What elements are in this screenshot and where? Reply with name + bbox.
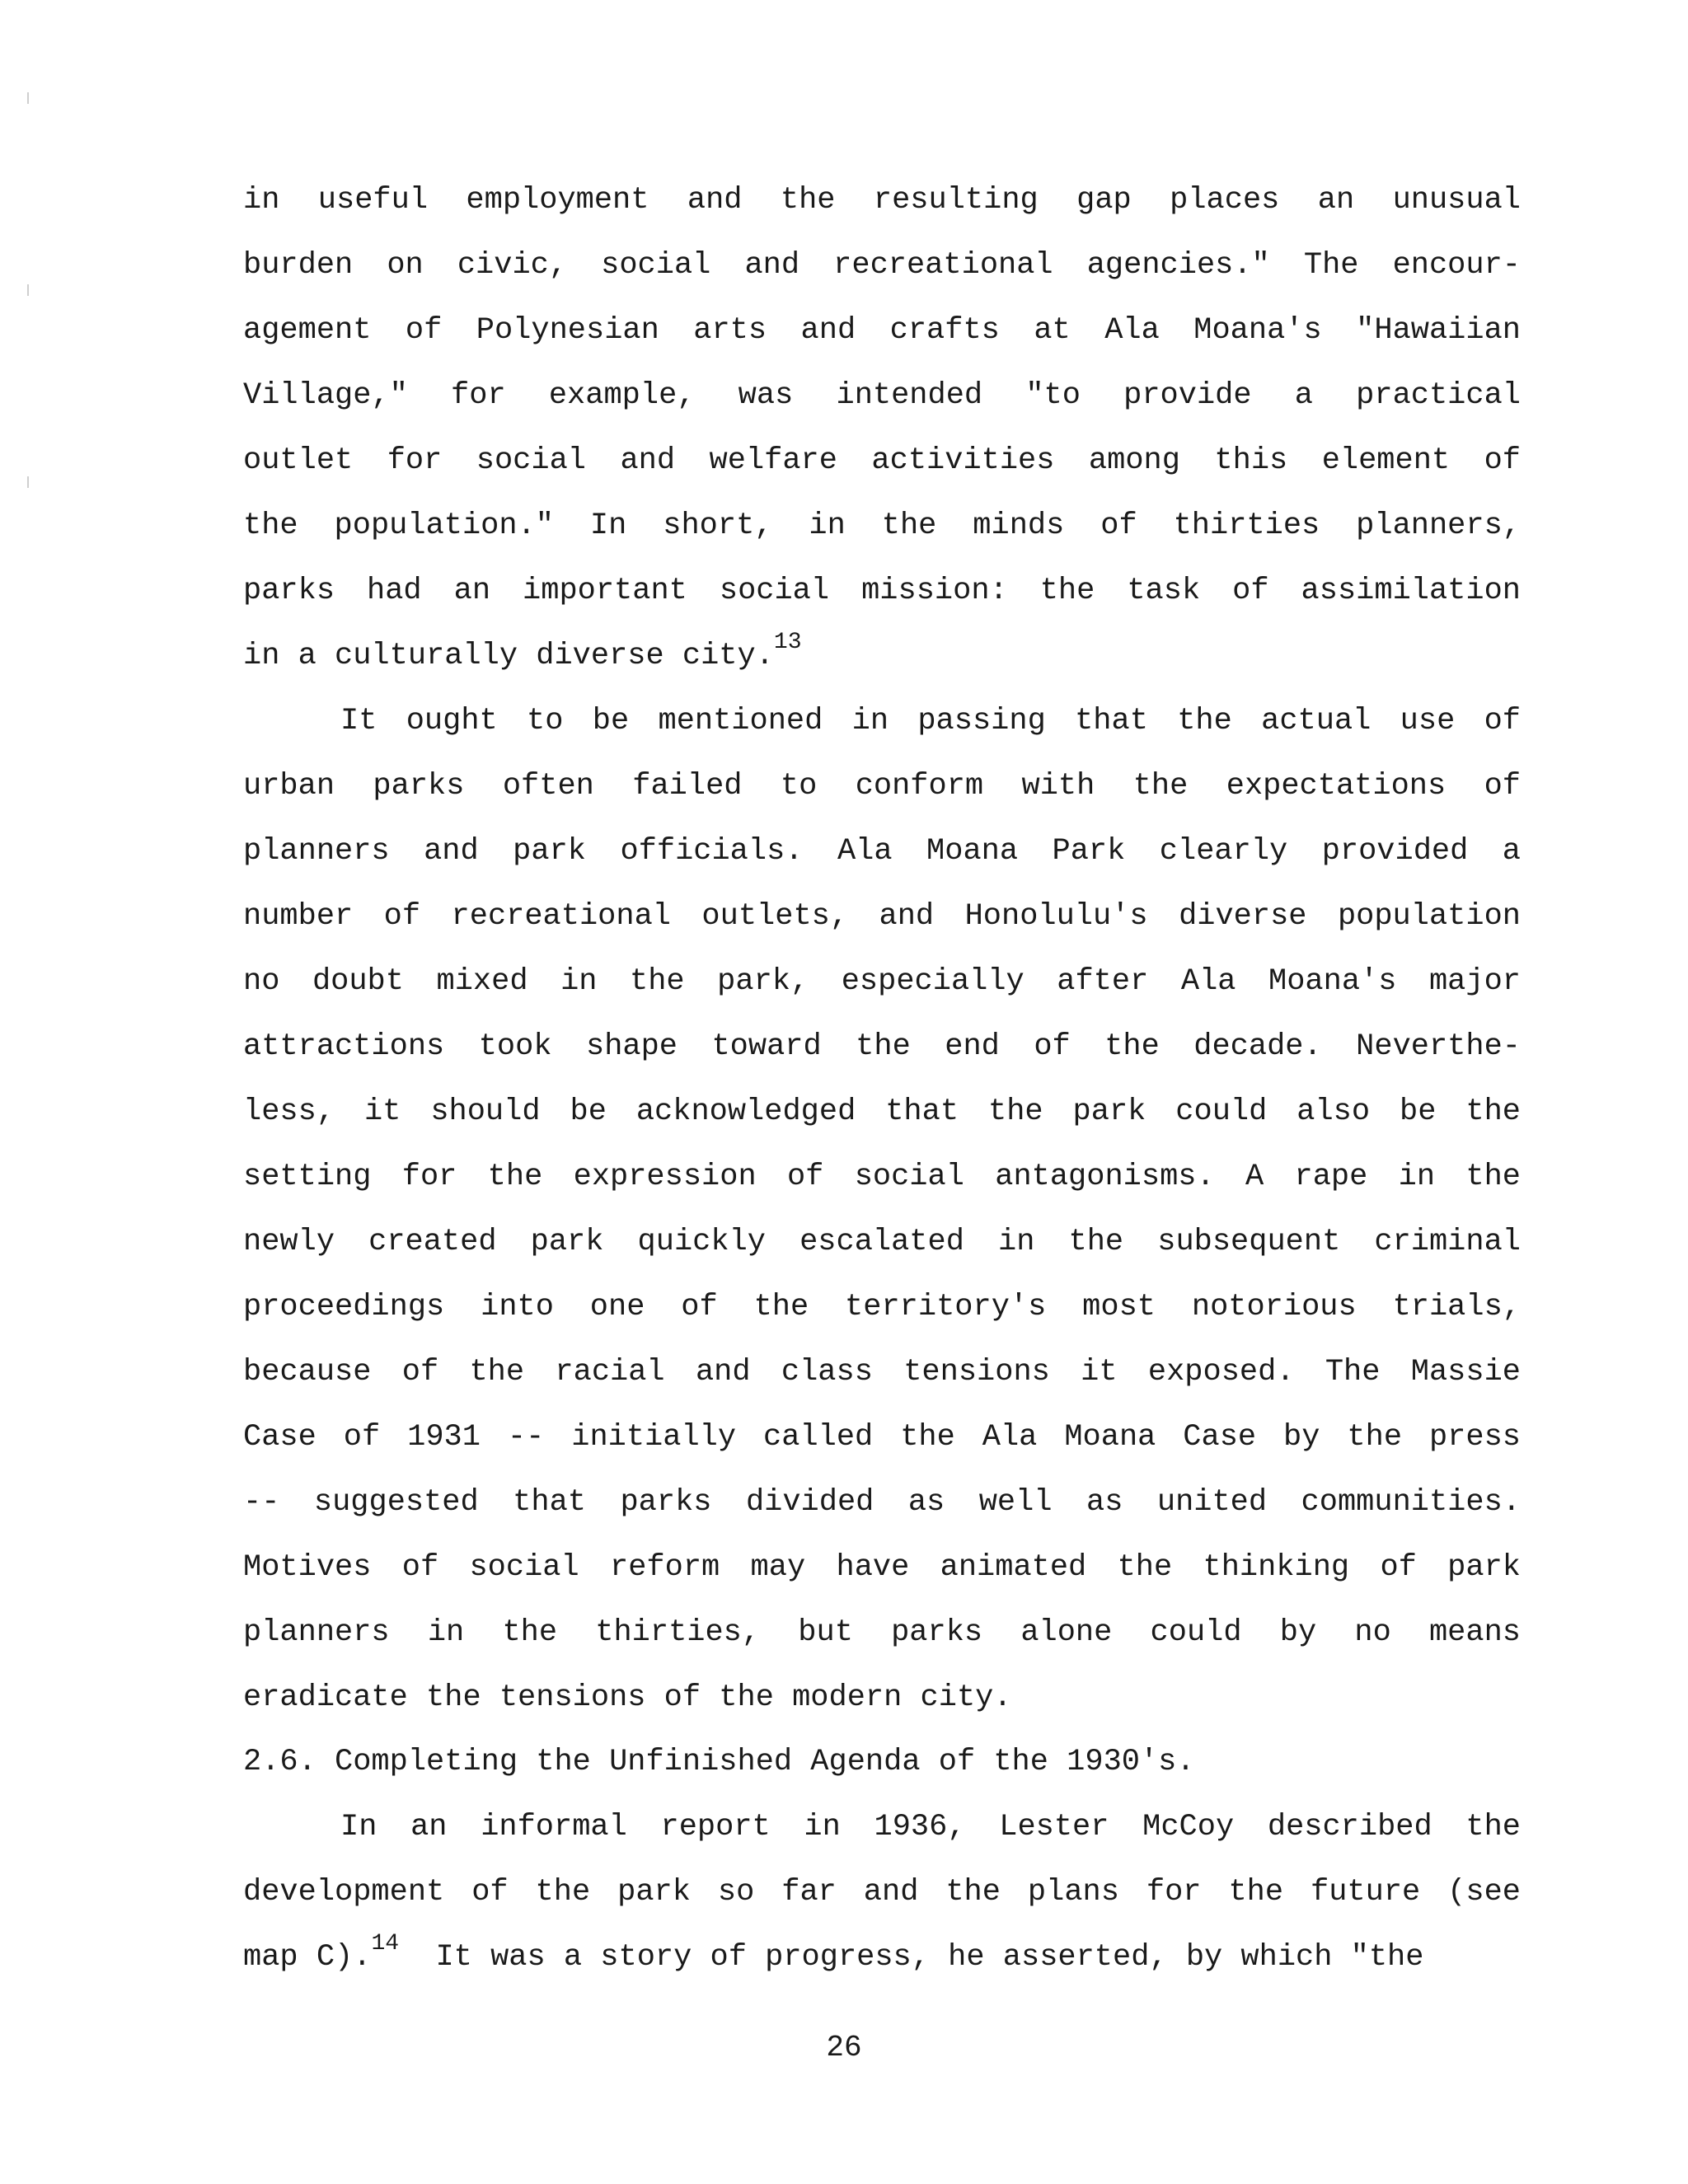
text-line: Motives of social reform may have animated the thinking of park	[243, 1550, 1521, 1585]
text-line	[243, 1930, 1521, 1978]
text-line: in useful employment and the resulting gap places an unusual	[243, 183, 1521, 218]
text-line: Case of 1931 -- initially called the Ala Moana Case by the press	[243, 1420, 1521, 1455]
text-line: the population." In short, in the minds of thirties planners,	[243, 509, 1521, 543]
text-line: Village," for example, was intended "to provide a practical	[243, 378, 1521, 413]
page-number: 26	[826, 2031, 862, 2064]
text-line: development of the park so far and the plans for the future (see	[243, 1875, 1521, 1910]
text-line: less, it should be acknowledged that the park could also be the	[243, 1094, 1521, 1129]
footnote-ref-14: 14	[371, 1930, 400, 1957]
text-line: It ought to be mentioned in passing that the actual use of	[340, 704, 1521, 738]
text-line: attractions took shape toward the end of the decade. Neverthe-	[243, 1029, 1521, 1064]
text-line: number of recreational outlets, and Honolulu's diverse population	[243, 899, 1521, 934]
text-line: urban parks often failed to conform with the expectations of	[243, 769, 1521, 804]
text-line: In an informal report in 1936, Lester McCoy described the	[340, 1810, 1521, 1844]
text-line	[243, 629, 1521, 677]
text-line: agement of Polynesian arts and crafts at Ala Moana's "Hawaiian	[243, 313, 1521, 348]
scan-margin-mark	[27, 92, 29, 104]
text-line: planners and park officials. Ala Moana Park clearly provided a	[243, 834, 1521, 869]
text-line: newly created park quickly escalated in the subsequent criminal	[243, 1225, 1521, 1259]
text-line: outlet for social and welfare activities among this element of	[243, 443, 1521, 478]
text-span: It was a story of progress, he asserted, by which "the	[435, 1940, 1424, 1975]
scan-margin-mark	[27, 476, 29, 488]
text-line: because of the racial and class tensions it exposed. The Massie	[243, 1355, 1521, 1390]
text-line: -- suggested that parks divided as well as united communities.	[243, 1485, 1521, 1520]
text-line: burden on civic, social and recreational agencies." The encour-	[243, 248, 1521, 283]
text-line: parks had an important social mission: the task of assimilation	[243, 574, 1521, 608]
text-span: map C).	[243, 1940, 372, 1975]
text-line: eradicate the tensions of the modern city.	[243, 1680, 1012, 1715]
footnote-ref-13: 13	[773, 629, 802, 655]
section-heading: 2.6. Completing the Unfinished Agenda of the 1930's.	[243, 1745, 1195, 1779]
text-line: proceedings into one of the territory's most notorious trials,	[243, 1290, 1521, 1324]
text-line: setting for the expression of social antagonisms. A rape in the	[243, 1160, 1521, 1194]
text-line: planners in the thirties, but parks alone could by no means	[243, 1615, 1521, 1650]
text-line: no doubt mixed in the park, especially after Ala Moana's major	[243, 964, 1521, 999]
text-span: in a culturally diverse city.	[243, 639, 774, 673]
scan-margin-mark	[27, 284, 29, 296]
